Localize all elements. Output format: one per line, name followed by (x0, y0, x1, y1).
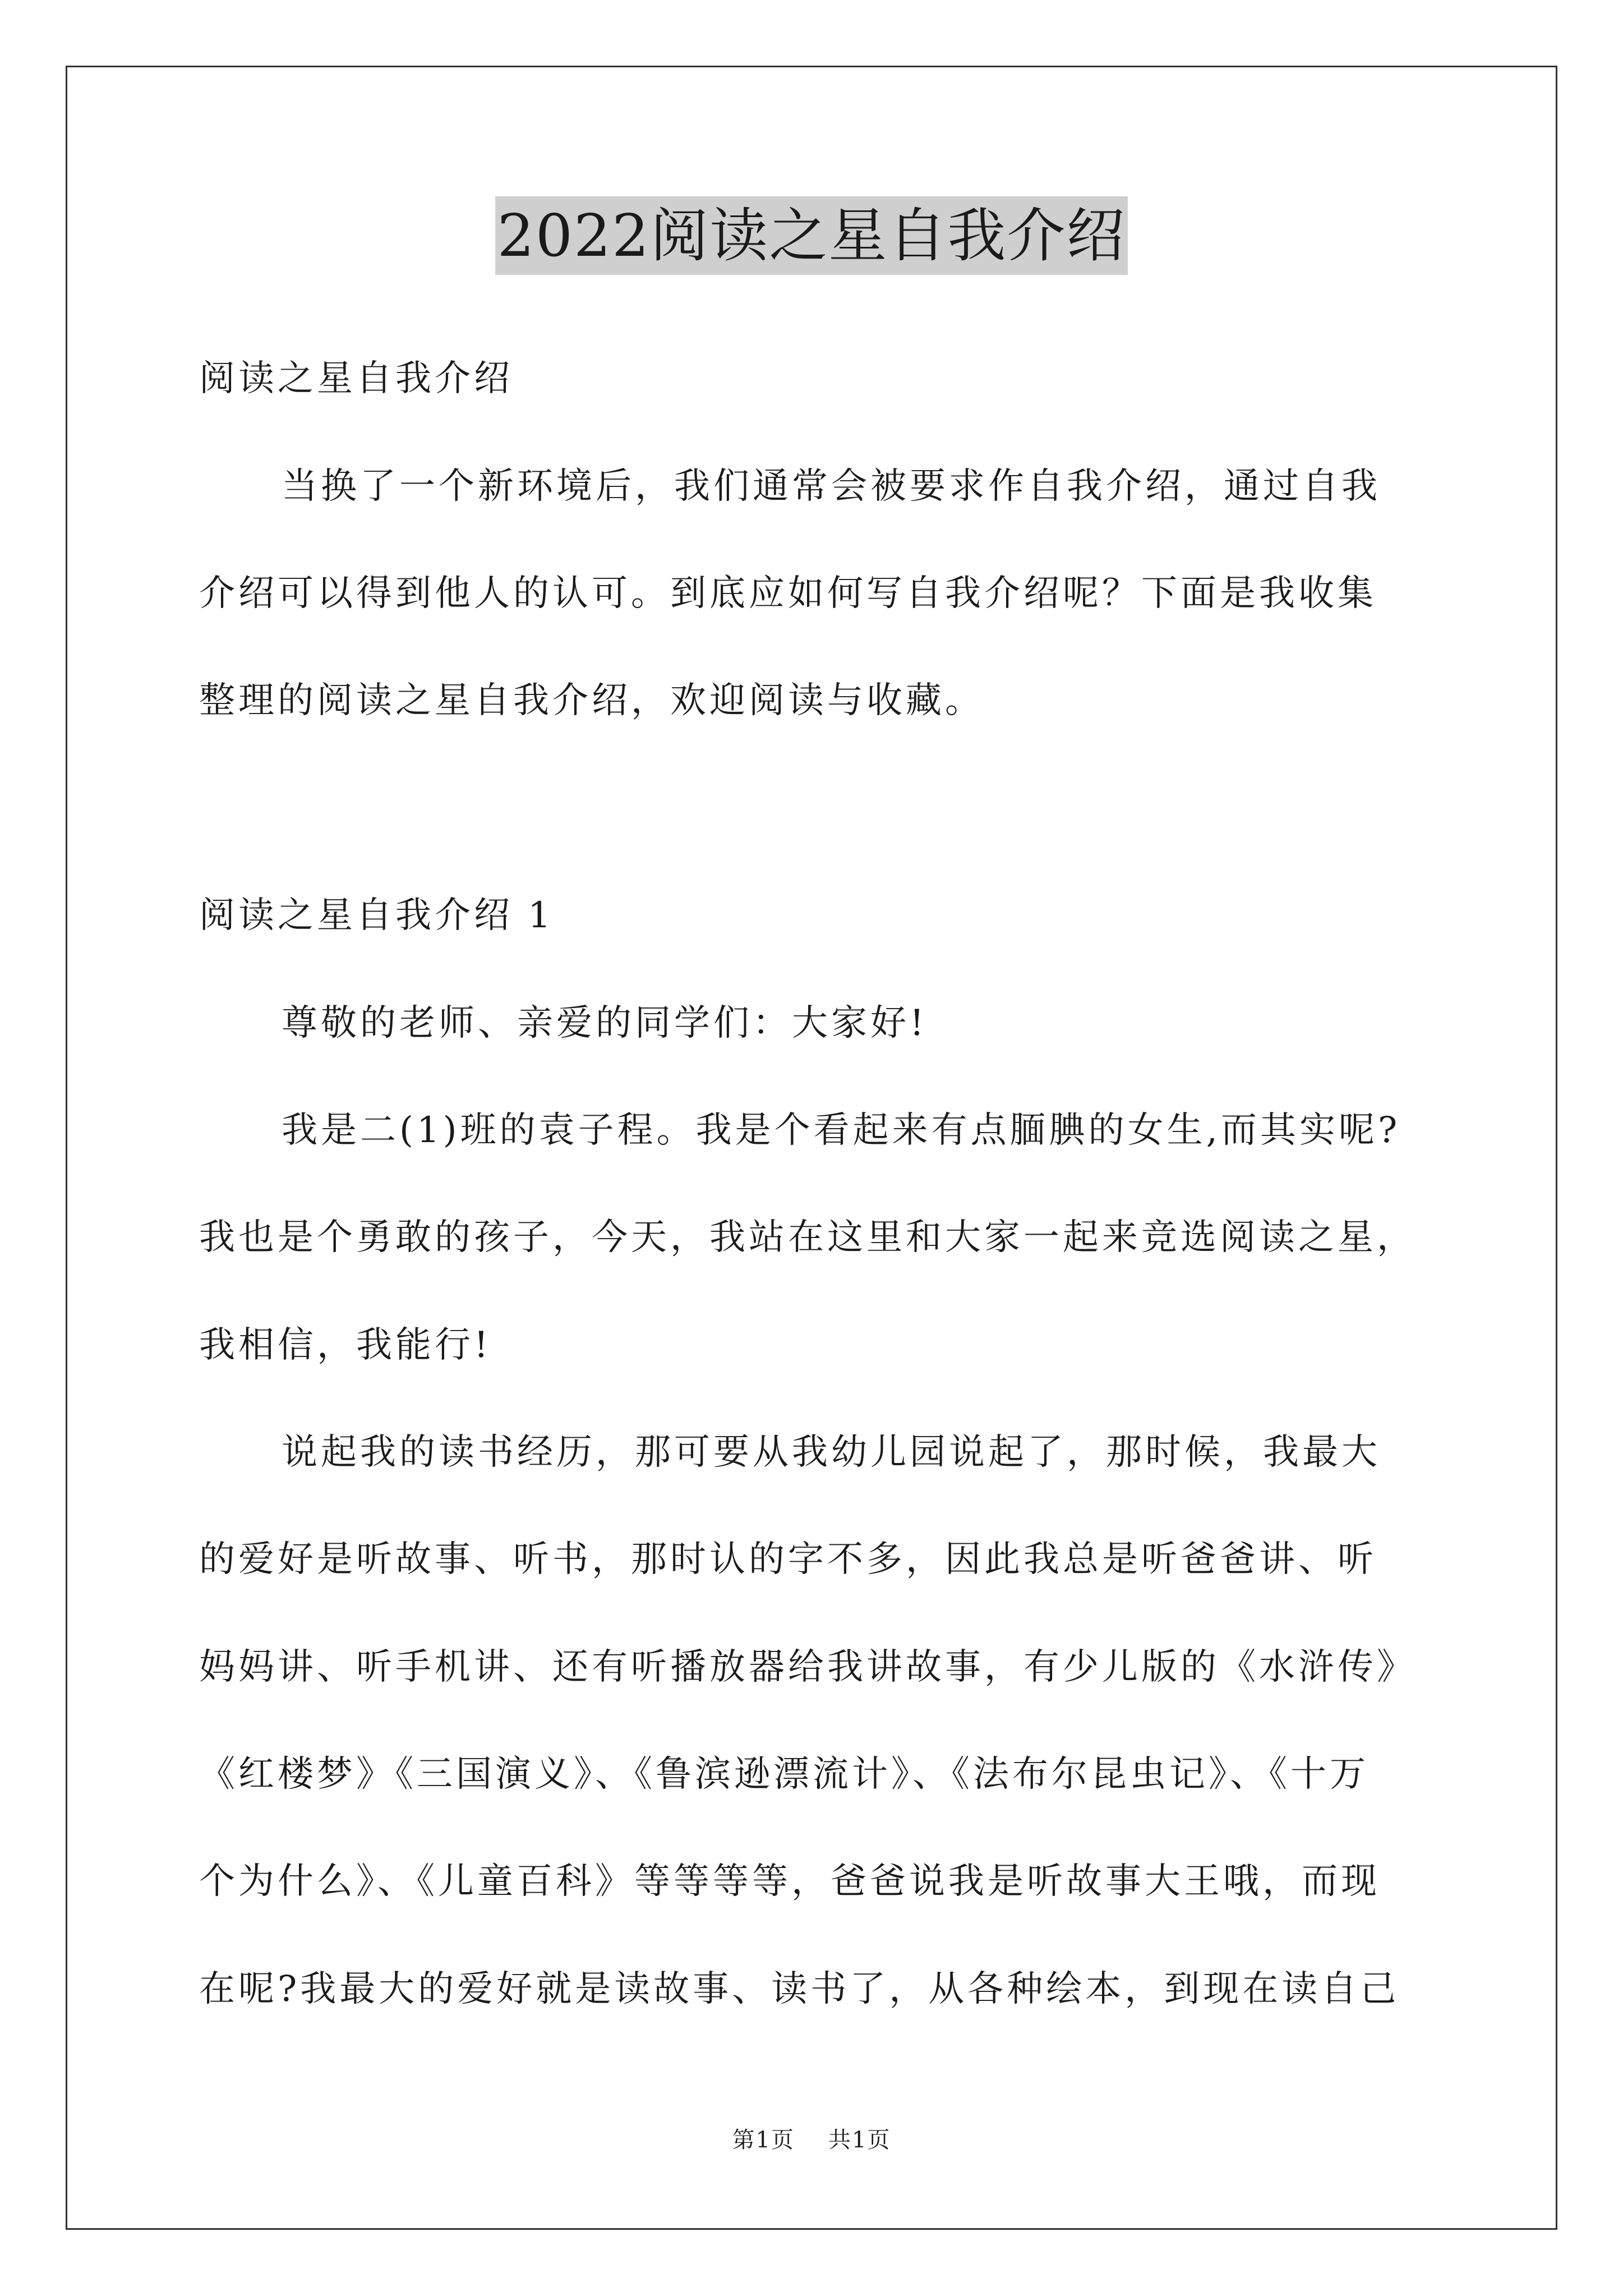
paragraph-line: 介绍可以得到他人的认可。到底应如何写自我介绍呢？下面是我收集 (199, 573, 1377, 614)
paragraph-line: 整理的阅读之星自我介绍，欢迎阅读与收藏。 (199, 680, 984, 721)
paragraph-line: 我是二(1)班的袁子程。我是个看起来有点腼腆的女生,而其实呢? (282, 1110, 1401, 1151)
paragraph-line: 当换了一个新环境后，我们通常会被要求作自我介绍，通过自我 (282, 466, 1381, 507)
section-heading: 阅读之星自我介绍 (199, 358, 513, 399)
page-number: 第1页 (732, 2127, 795, 2153)
page-footer (0, 2126, 1623, 2154)
paragraph-line: 我相信，我能行! (199, 1324, 492, 1366)
paragraph-line: 在呢?我最大的爱好就是读故事、读书了，从各种绘本，到现在读自己 (199, 1968, 1400, 2010)
section-heading: 阅读之星自我介绍 1 (199, 895, 555, 936)
title-container (0, 196, 1623, 275)
paragraph-line: 的爱好是听故事、听书，那时认的字不多，因此我总是听爸爸讲、听 (199, 1539, 1377, 1580)
paragraph-line: 妈妈讲、听手机讲、还有听播放器给我讲故事，有少儿版的《水浒传》 (199, 1646, 1416, 1688)
paragraph-line: 说起我的读书经历，那可要从我幼儿园说起了，那时候，我最大 (282, 1432, 1381, 1473)
paragraph-line: 个为什么》、《儿童百科》等等等等，爸爸说我是听故事大王哦，而现 (199, 1861, 1380, 1902)
paragraph-line: 尊敬的老师、亲爱的同学们：大家好! (282, 1002, 928, 1044)
page-total: 共1页 (828, 2127, 891, 2153)
document-title: 2022阅读之星自我介绍 (495, 196, 1128, 275)
paragraph-line: 《红楼梦》《三国演义》、《鲁滨逊漂流计》、《法布尔昆虫记》、《十万 (199, 1754, 1369, 1795)
paragraph-line: 我也是个勇敢的孩子，今天，我站在这里和大家一起来竞选阅读之星， (199, 1217, 1416, 1258)
